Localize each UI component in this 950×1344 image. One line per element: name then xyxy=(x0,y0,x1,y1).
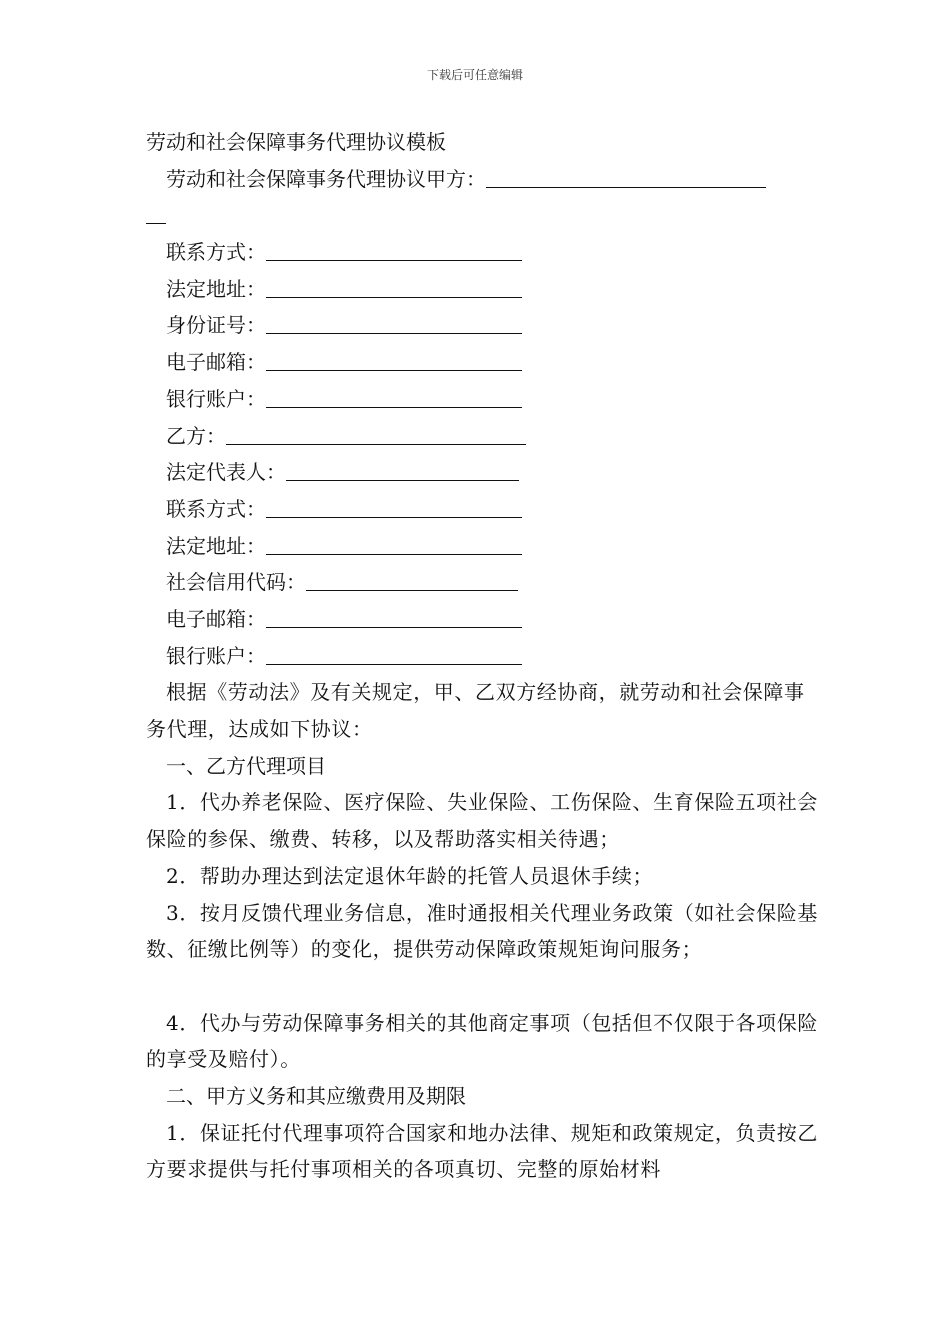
party-b-bank-blank[interactable] xyxy=(266,642,522,665)
section-1-item: 4．代办与劳动保障事务相关的其他商定事项（包括但不仅限于各项保险的享受及赔付）。 xyxy=(146,1010,818,1072)
party-a-email-line xyxy=(146,344,818,381)
party-b-label: 乙方： xyxy=(166,423,226,448)
section-2-item: 1．保证托付代理事项符合国家和地办法律、规矩和政策规定，负责按乙方要求提供与托付事项相关的各项真切、完整的原始材料 xyxy=(146,1120,818,1182)
party-b-contact-blank[interactable] xyxy=(266,495,522,518)
field-label: 社会信用代码： xyxy=(166,570,306,595)
party-a-email-blank[interactable] xyxy=(266,348,522,371)
party-a-contact-blank[interactable] xyxy=(266,238,522,261)
section-1-item: 1．代办养老保险、医疗保险、失业保险、工伤保险、生育保险五项社会保险的参保、缴费、转移，以及帮助落实相关待遇； xyxy=(146,790,818,852)
party-a-address-line xyxy=(146,271,818,308)
field-label: 电子邮箱： xyxy=(166,606,266,631)
document-body xyxy=(146,124,818,1188)
party-b-email-line xyxy=(146,601,818,638)
party-a-label: 劳动和社会保障事务代理协议甲方： xyxy=(166,166,486,191)
section-1-item: 2．帮助办理达到法定退休年龄的托管人员退休手续； xyxy=(166,863,654,888)
party-b-representative-blank[interactable] xyxy=(286,458,519,481)
field-label: 银行账户： xyxy=(166,643,266,668)
party-a-bank-blank[interactable] xyxy=(266,385,522,408)
field-label: 法定地址： xyxy=(166,533,266,558)
party-b-address-blank[interactable] xyxy=(266,532,522,555)
intro-paragraph: 根据《劳动法》及有关规定，甲、乙双方经协商，就劳动和社会保障事务代理，达成如下协议： xyxy=(146,680,805,742)
field-label: 法定地址： xyxy=(166,276,266,301)
party-b-line xyxy=(146,418,818,455)
section-2-heading: 二、甲方义务和其应缴费用及期限 xyxy=(166,1084,466,1109)
field-label: 身份证号： xyxy=(166,313,266,338)
party-b-blank[interactable] xyxy=(226,422,526,445)
field-label: 联系方式： xyxy=(166,240,266,265)
field-label: 银行账户： xyxy=(166,386,266,411)
party-a-bank-line xyxy=(146,381,818,418)
party-b-credit-code-blank[interactable] xyxy=(306,568,518,591)
party-a-id-line xyxy=(146,307,818,344)
field-label: 电子邮箱： xyxy=(166,350,266,375)
party-b-contact-line xyxy=(146,491,818,528)
party-a-blank-continued[interactable] xyxy=(146,201,166,224)
party-b-credit-code-line xyxy=(146,564,818,601)
document-title: 劳动和社会保障事务代理协议模板 xyxy=(146,130,446,154)
section-1-item: 3．按月反馈代理业务信息，准时通报相关代理业务政策（如社会保险基数、征缴比例等）的变化，提供劳动保障政策规矩询问服务； xyxy=(146,900,818,962)
party-b-email-blank[interactable] xyxy=(266,605,522,628)
party-a-address-blank[interactable] xyxy=(266,275,522,298)
section-1-heading: 一、乙方代理项目 xyxy=(166,753,326,778)
party-a-line xyxy=(146,161,818,198)
blank-line xyxy=(146,968,818,1005)
party-b-bank-line xyxy=(146,638,818,675)
party-a-contact-line xyxy=(146,234,818,271)
party-b-address-line xyxy=(146,528,818,565)
party-a-continuation xyxy=(146,197,818,234)
party-a-id-blank[interactable] xyxy=(266,311,522,334)
page-header: 下载后可任意编辑 xyxy=(426,68,523,82)
field-label: 法定代表人： xyxy=(166,460,286,485)
field-label: 联系方式： xyxy=(166,496,266,521)
party-b-representative-line xyxy=(146,454,818,491)
party-a-blank[interactable] xyxy=(486,165,766,188)
